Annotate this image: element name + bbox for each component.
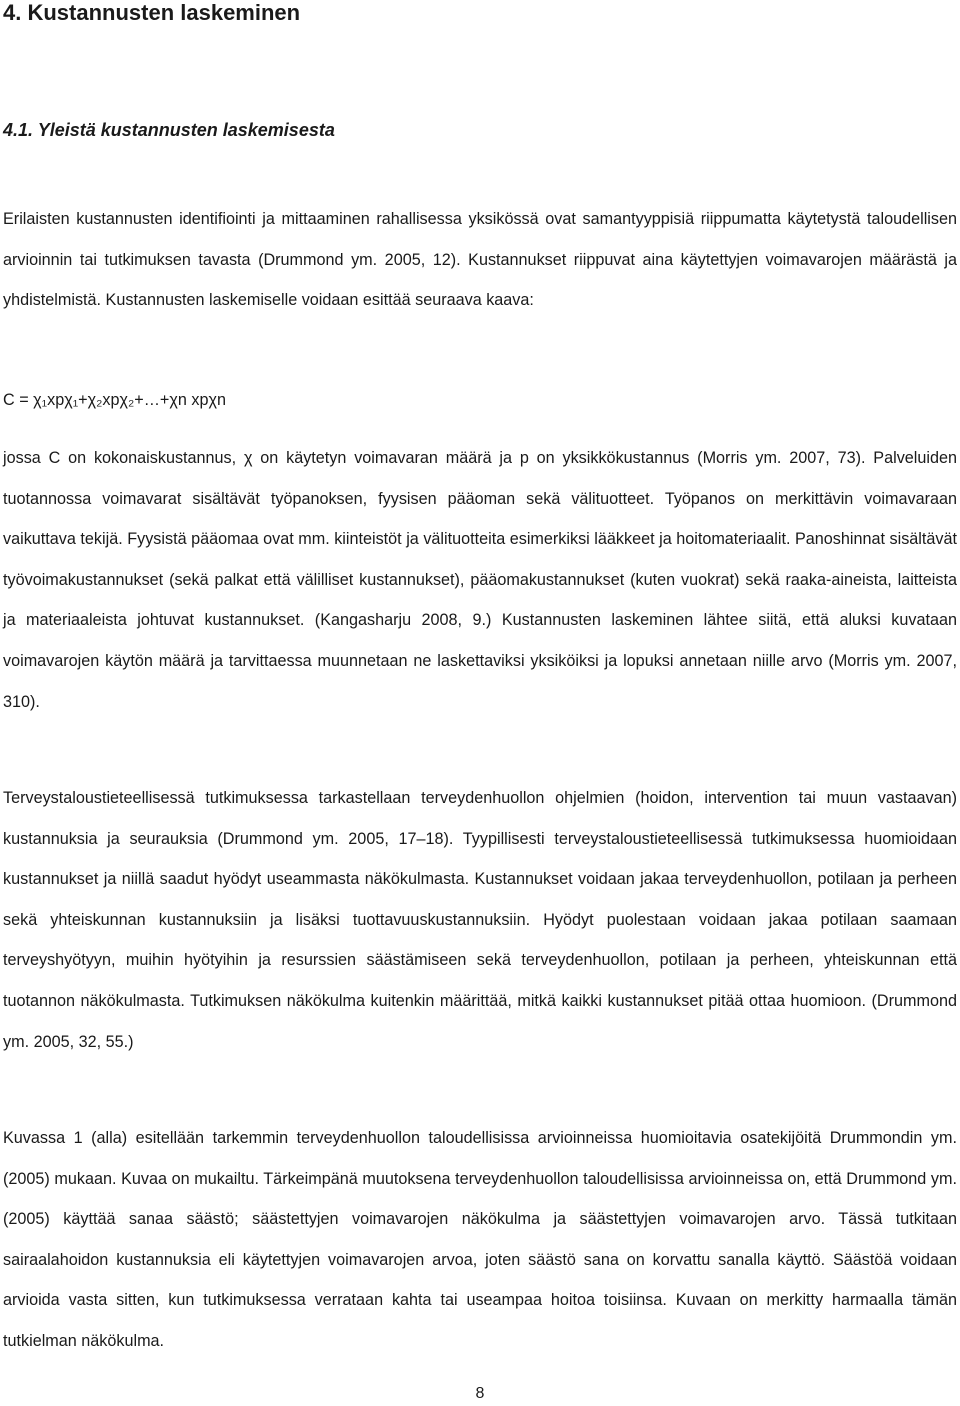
- section-title: 4.1. Yleistä kustannusten laskemisesta: [3, 120, 335, 140]
- paragraph-4: Kuvassa 1 (alla) esitellään tarkemmin terveydenhuollon taloudellisissa arvioinneissa huomioitavia osatekijöitä Drummondin ym. (2005) mukaan. Kuvaa on mukailtu. Tärkeimpänä muutoksena terveydenhuollon taloudellisissa arvioinneissa on, että Drummond ym. (2005) käyttää sanaa säästö; säästettyjen voimavarojen näkökulma ja säästettyjen voimavarojen arvo. Tässä tutkitaan sairaalahoidon kustannuksia eli käytettyjen voimavarojen arvoa, joten säästö sana on korvattu sanalla käyttö. Säästöä voidaan arvioida vasta sitten, kun tutkimuksessa verrataan kahta tai useampaa hoitoa toisiinsa. Kuvaan on merkitty harmaalla tämän tutkielman näkökulma.: [3, 1129, 957, 1350]
- paragraph-1: Erilaisten kustannusten identifiointi ja mittaaminen rahallisessa yksikössä ovat samantyyppisiä riippumatta käytetystä taloudellisen arvioinnin tai tutkimuksen tavasta (Drummond ym. 2005, 12). Kustannukset riippuvat aina käytettyjen voimavarojen määrästä ja yhdistelmistä. Kustannusten laskemiselle voidaan esittää seuraava kaava:: [3, 210, 957, 310]
- cost-formula: C = χ₁xpχ₁+χ₂xpχ₂+…+χn xpχn: [3, 391, 226, 409]
- paragraph-3: Terveystaloustieteellisessä tutkimuksessa tarkastellaan terveydenhuollon ohjelmien (hoidon, intervention tai muun vastaavan) kustannuksia ja seurauksia (Drummond ym. 2005, 17–18). Tyypillisesti terveystaloustieteellisessä tutkimuksessa huomioidaan kustannukset ja niillä saadut hyödyt useammasta näkökulmasta. Kustannukset voidaan jakaa terveydenhuollon, potilaan ja perheen sekä yhteiskunnan kustannuksiin ja lisäksi tuottavuuskustannuksiin. Hyödyt puolestaan voidaan jakaa potilaan saamaan terveyshyötyyn, muihin hyötyihin ja resurssien säästämiseen sekä terveydenhuollon, potilaan ja perheen, yhteiskunnan että tuotannon näkökulmasta. Tutkimuksen näkökulma kuitenkin määrittää, mitkä kaikki kustannukset pitää ottaa huomioon. (Drummond ym. 2005, 32, 55.): [3, 789, 957, 1051]
- paragraph-2: jossa C on kokonaiskustannus, χ on käytetyn voimavaran määrä ja p on yksikkökustannus (Morris ym. 2007, 73). Palveluiden tuotannossa voimavarat sisältävät työpanoksen, fyysisen pääoman sekä välituotteet. Työpanos on merkittävin voimavaraan vaikuttava tekijä. Fyysistä pääomaa ovat mm. kiinteistöt ja välituotteita esimerkiksi lääkkeet ja hoitomateriaalit. Panoshinnat sisältävät työvoimakustannukset (sekä palkat että välilliset kustannukset), pääomakustannukset (kuten vuokrat) sekä raaka-aineista, laitteista ja materiaaleista johtuvat kustannukset. (Kangasharju 2008, 9.) Kustannusten laskeminen lähtee siitä, että aluksi kuvataan voimavarojen käytön määrä ja tarvittaessa muunnetaan ne laskettaviksi yksiköiksi ja lopuksi annetaan niille arvo (Morris ym. 2007, 310).: [3, 449, 957, 711]
- page-number: 8: [475, 1385, 485, 1402]
- chapter-title: 4. Kustannusten laskeminen: [3, 0, 301, 25]
